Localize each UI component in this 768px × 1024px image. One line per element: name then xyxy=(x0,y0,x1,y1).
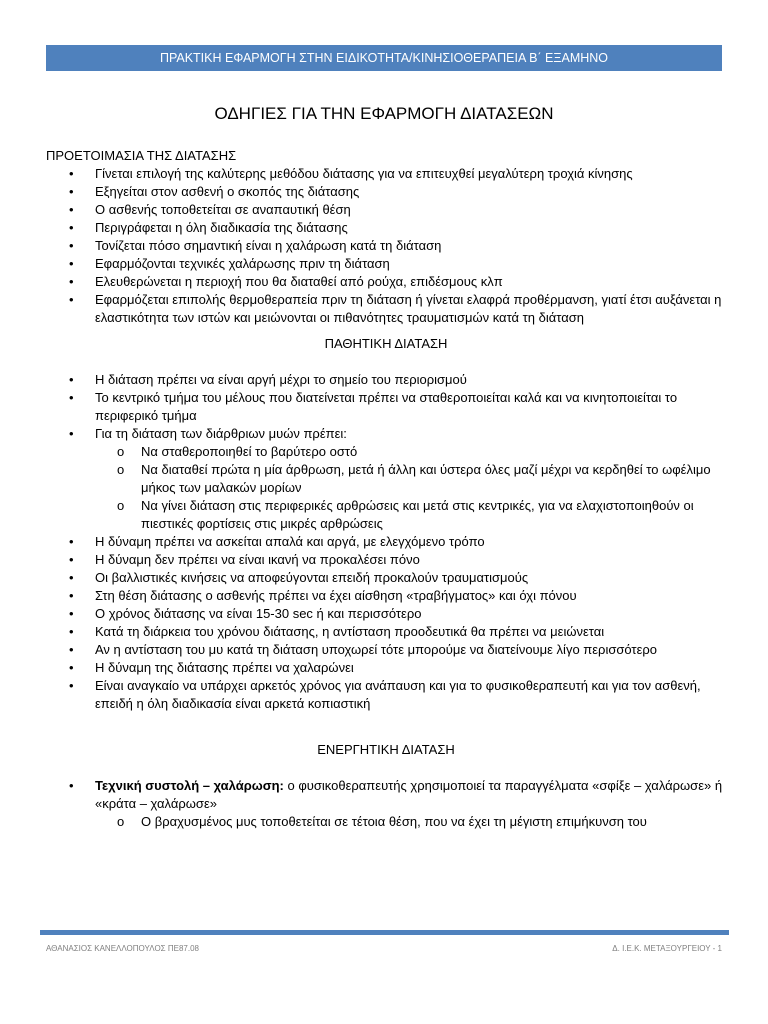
sub-list-item: o Ο βραχυσμένος μυς τοποθετείται σε τέτοια θέση, που να έχει τη μέγιστη επιμήκυνση του xyxy=(46,813,726,831)
list-item: • Εφαρμόζονται τεχνικές χαλάρωσης πριν τη διάταση xyxy=(46,255,726,273)
sub-list-item: o Να διαταθεί πρώτα η μία άρθρωση, μετά ή άλλη και ύστερα όλες μαζί μέχρι να κερδηθεί το ωφέλιμο μήκος των μαλακών μορίων xyxy=(46,461,726,497)
document-title: ΟΔΗΓΙΕΣ ΓΙΑ ΤΗΝ ΕΦΑΡΜΟΓΗ ΔΙΑΤΑΣΕΩΝ xyxy=(214,104,554,123)
footer-author: ΑΘΑΝΑΣΙΟΣ ΚΑΝΕΛΛΟΠΟΥΛΟΣ ΠΕ87.08 xyxy=(46,944,199,953)
list-item: • Για τη διάταση των διάρθριων μυών πρέπει: xyxy=(46,425,726,443)
list-item: • Οι βαλλιστικές κινήσεις να αποφεύγονται επειδή προκαλούν τραυματισμούς xyxy=(46,569,726,587)
page-header-bar xyxy=(46,45,722,71)
sub-list-item: o Να γίνει διάταση στις περιφερικές αρθρώσεις και μετά στις κεντρικές, για να ελαχιστοποιηθούν οι πιεστικές φορτίσεις στις μικρές αρθρώσεις xyxy=(46,497,726,533)
sub-list-item: o Να σταθεροποιηθεί το βαρύτερο οστό xyxy=(46,443,726,461)
list-item: • Περιγράφεται η όλη διαδικασία της διάτασης xyxy=(46,219,726,237)
list-item: • Εφαρμόζεται επιπολής θερμοθεραπεία πριν τη διάταση ή γίνεται ελαφρά προθέρμανση, γιατί έτσι αυξάνεται η ελαστικότητα των ιστών και μειώνονται οι πιθανότητες τραυματισμών κατά τη διάταση xyxy=(46,291,726,327)
preparation-list xyxy=(46,165,726,327)
section-heading-active-stretch: ΕΝΕΡΓΗΤΙΚΗ ΔΙΑΤΑΣΗ xyxy=(317,742,455,757)
list-item: • Ο ασθενής τοποθετείται σε αναπαυτική θέση xyxy=(46,201,726,219)
list-item: • Η δύναμη της διάτασης πρέπει να χαλαρώνει xyxy=(46,659,726,677)
document-body xyxy=(46,147,726,831)
list-item: • Είναι αναγκαίο να υπάρχει αρκετός χρόνος για ανάπαυση και για το φυσικοθεραπευτή και για τον ασθενή, επειδή η όλη διαδικασία είναι αρκετά κοπιαστική xyxy=(46,677,726,713)
technique-description: ο φυσικοθεραπευτής χρησιμοποιεί τα παραγγέλματα «σφίξε – χαλάρωσε» ή «κράτα – χαλάρωσε» xyxy=(95,778,723,811)
technique-name: Τεχνική συστολή – χαλάρωση: xyxy=(95,778,284,793)
list-item: • Εξηγείται στον ασθενή ο σκοπός της διάτασης xyxy=(46,183,726,201)
list-item: • Στη θέση διάτασης ο ασθενής πρέπει να έχει αίσθηση «τραβήγματος» και όχι πόνου xyxy=(46,587,726,605)
list-item xyxy=(46,777,726,813)
list-item: • Η δύναμη δεν πρέπει να είναι ικανή να προκαλέσει πόνο xyxy=(46,551,726,569)
active-stretch-list xyxy=(46,777,726,831)
footer-rule xyxy=(40,930,729,935)
list-item: • Τονίζεται πόσο σημαντική είναι η χαλάρωση κατά τη διάταση xyxy=(46,237,726,255)
passive-stretch-list xyxy=(46,371,726,713)
list-item: • Ελευθερώνεται η περιοχή που θα διαταθεί από ρούχα, επιδέσμους κλπ xyxy=(46,273,726,291)
section-heading-passive-stretch: ΠΑΘΗΤΙΚΗ ΔΙΑΤΑΣΗ xyxy=(324,336,448,351)
list-item: • Η δύναμη πρέπει να ασκείται απαλά και αργά, με ελεγχόμενο τρόπο xyxy=(46,533,726,551)
section-heading-preparation: ΠΡΟΕΤΟΙΜΑΣΙΑ ΤΗΣ ΔΙΑΤΑΣΗΣ xyxy=(46,148,237,163)
list-item: • Γίνεται επιλογή της καλύτερης μεθόδου διάτασης για να επιτευχθεί μεγαλύτερη τροχιά κίνησης xyxy=(46,165,726,183)
header-text: ΠΡΑΚΤΙΚΗ ΕΦΑΡΜΟΓΗ ΣΤΗΝ ΕΙΔΙΚΟΤΗΤΑ/ΚΙΝΗΣΙΟΘΕΡΑΠΕΙΑ Β΄ ΕΞΑΜΗΝΟ xyxy=(159,51,609,65)
list-item: • Κατά τη διάρκεια του χρόνου διάτασης, η αντίσταση προοδευτικά θα πρέπει να μειώνεται xyxy=(46,623,726,641)
list-item: • Αν η αντίσταση του μυ κατά τη διάταση υποχωρεί τότε μπορούμε να διατείνουμε λίγο περισσότερο xyxy=(46,641,726,659)
list-item: • Η διάταση πρέπει να είναι αργή μέχρι το σημείο του περιορισμού xyxy=(46,371,726,389)
list-item: • Ο χρόνος διάτασης να είναι 15-30 sec ή και περισσότερο xyxy=(46,605,726,623)
footer-page-info: Δ. Ι.Ε.Κ. ΜΕΤΑΞΟΥΡΓΕΙΟΥ - 1 xyxy=(612,944,722,953)
list-item: • Το κεντρικό τμήμα του μέλους που διατείνεται πρέπει να σταθεροποιείται καλά και να κινητοποιείται το περιφερικό τμήμα xyxy=(46,389,726,425)
